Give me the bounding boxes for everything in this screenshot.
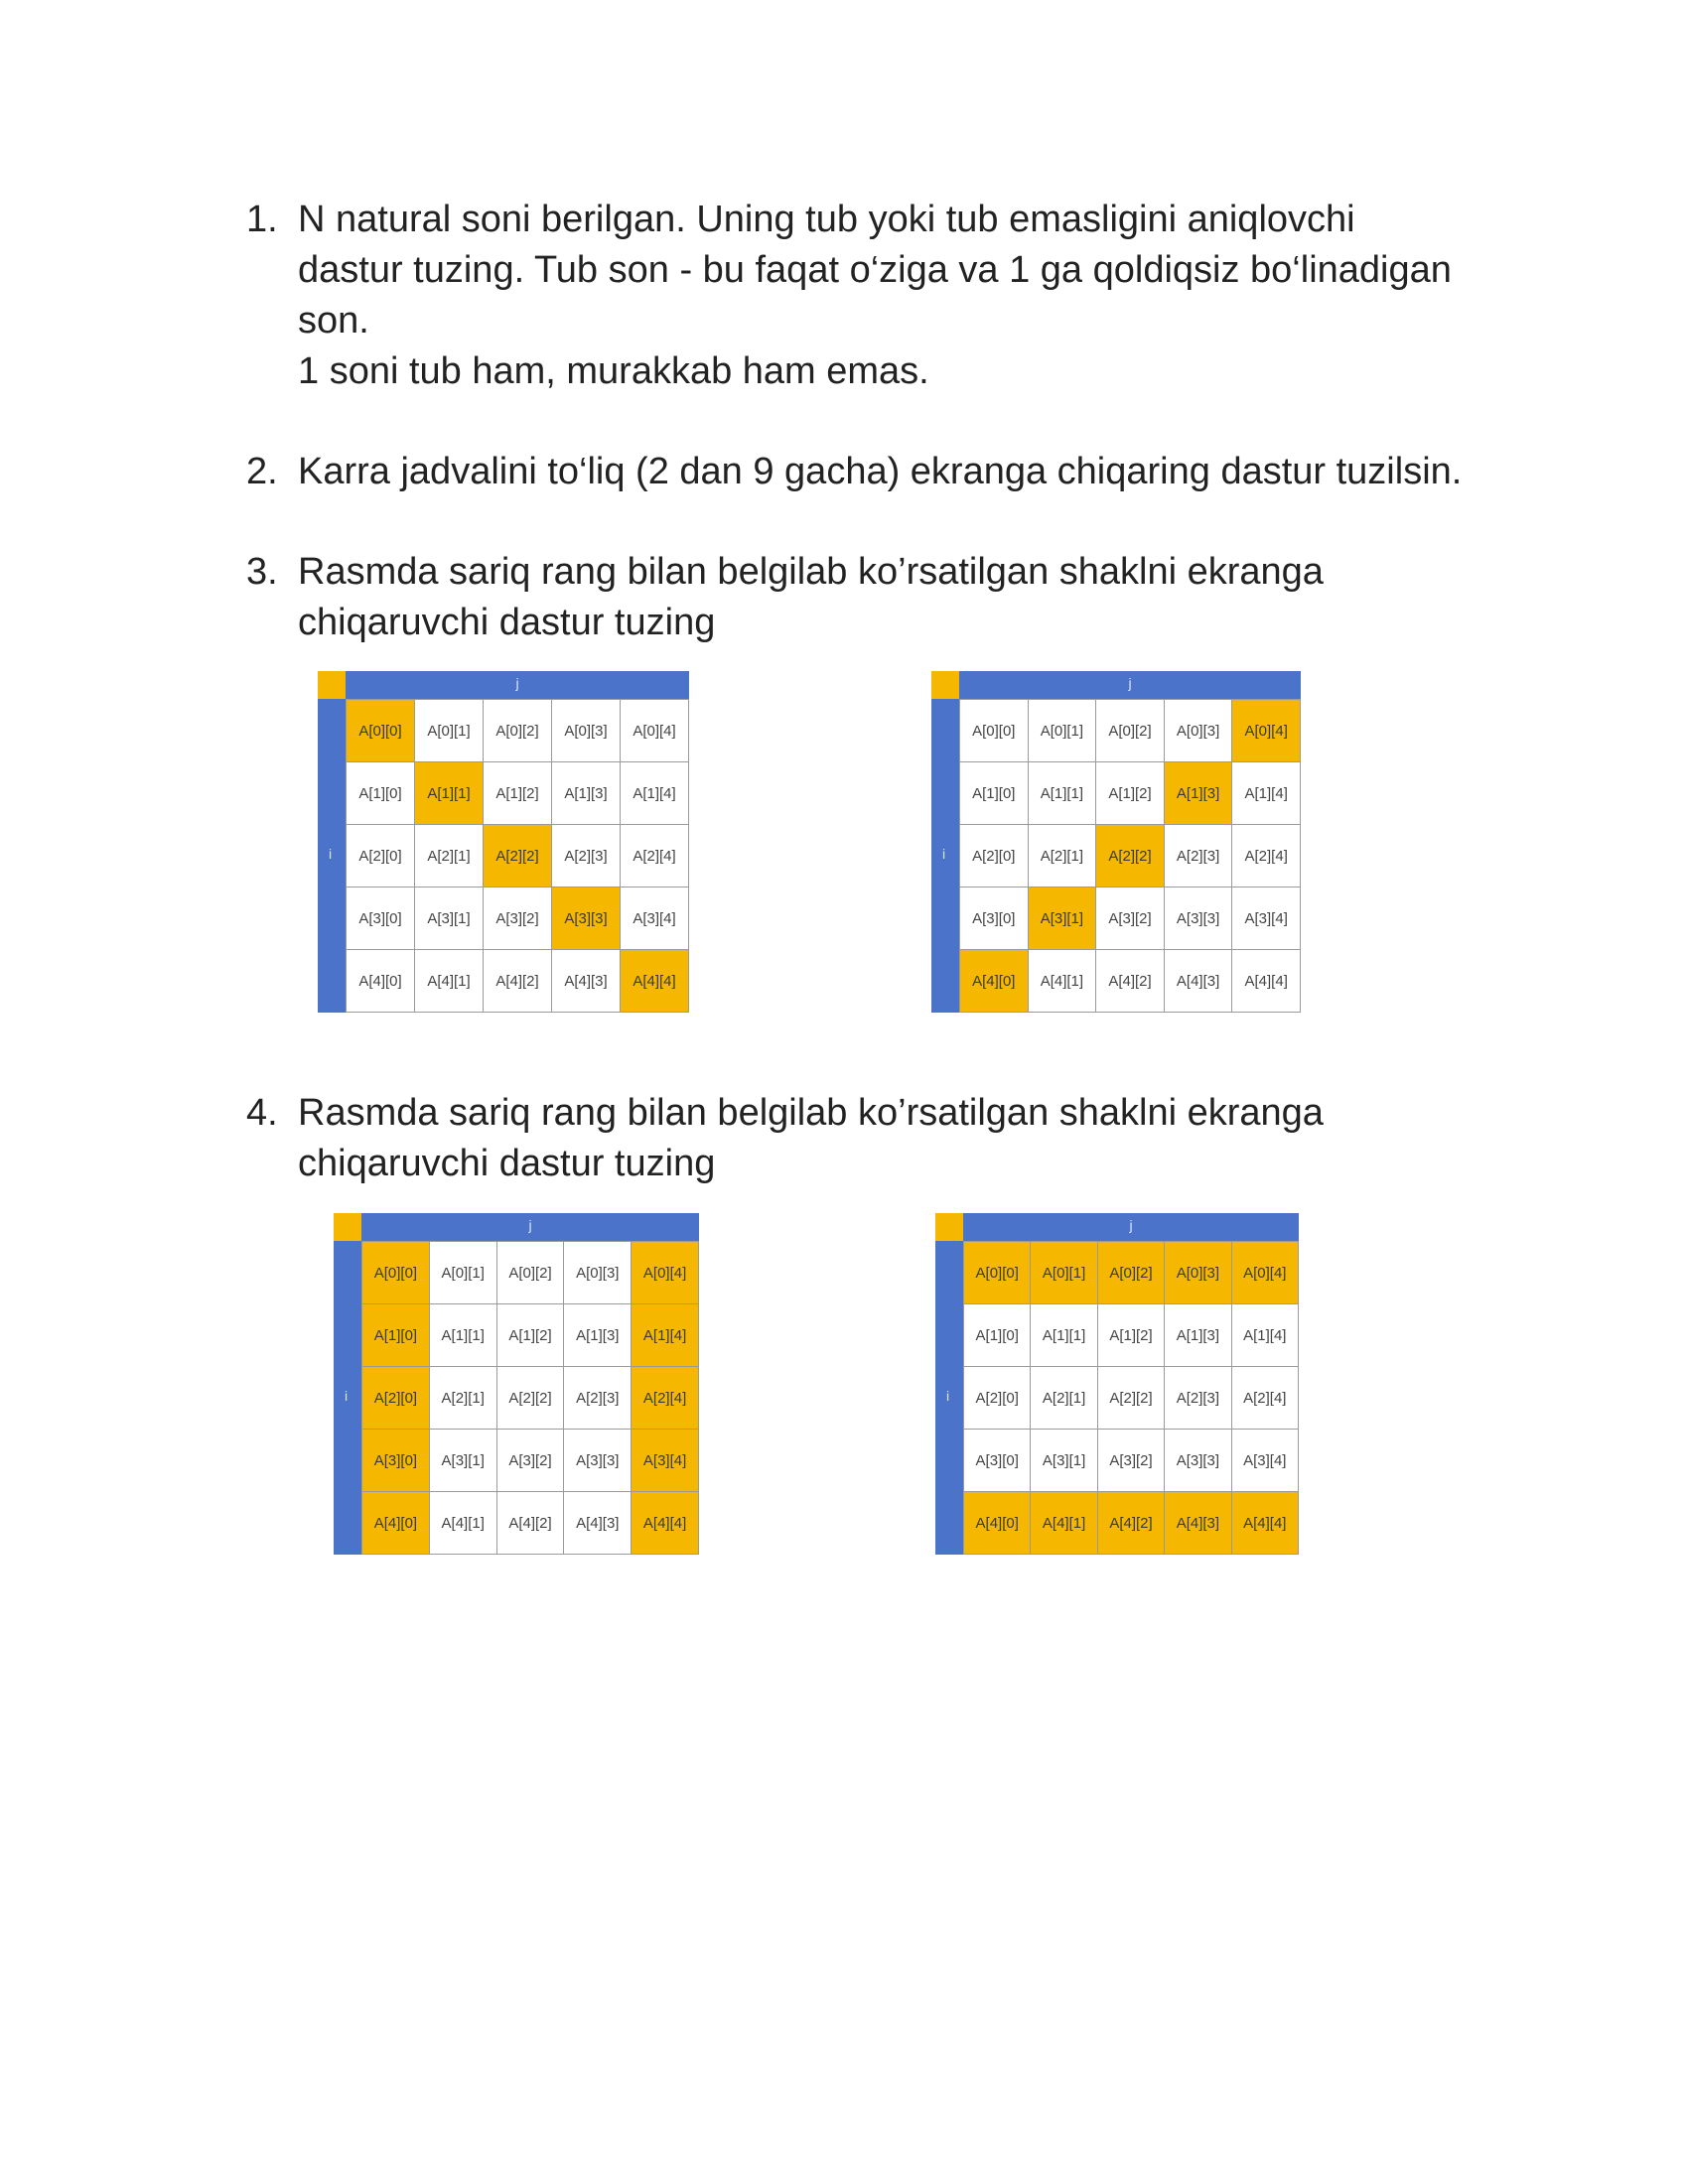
matrix-figure [318, 671, 689, 1013]
matrix-cell-highlighted: A[4][4] [621, 950, 689, 1013]
matrix-cell-highlighted: A[3][1] [1029, 887, 1097, 950]
matrix-cell-highlighted: A[2][2] [1096, 825, 1165, 887]
matrix-cell-highlighted: A[4][3] [1165, 1492, 1231, 1555]
matrix-cell-highlighted: A[4][4] [632, 1492, 699, 1555]
matrix-cell: A[2][2] [497, 1367, 565, 1430]
matrix-corner [931, 671, 959, 699]
matrix-cell: A[1][1] [1031, 1304, 1097, 1367]
matrix-cell: A[1][3] [564, 1304, 632, 1367]
matrix-cell: A[1][4] [1232, 1304, 1299, 1367]
matrix-cell: A[2][1] [1031, 1367, 1097, 1430]
matrix-cell: A[1][0] [960, 762, 1029, 825]
matrix-figure [935, 1213, 1299, 1555]
matrix-cell: A[4][1] [430, 1492, 497, 1555]
task-line: Karra jadvalini to‘liq (2 dan 9 gacha) ekranga chiqaring dastur tuzilsin. [298, 451, 1463, 492]
matrix-cell: A[0][0] [960, 700, 1029, 762]
task-text [298, 1088, 1324, 1189]
task-number: 1. [246, 199, 278, 240]
matrix-cell: A[4][3] [552, 950, 621, 1013]
matrix-cell-highlighted: A[0][4] [1232, 700, 1301, 762]
task-text [298, 547, 1324, 648]
matrix-cell-highlighted: A[3][3] [552, 887, 621, 950]
matrix-cell-highlighted: A[0][0] [964, 1242, 1031, 1304]
matrix-cell-highlighted: A[4][0] [960, 950, 1029, 1013]
matrix-cell: A[2][2] [1098, 1367, 1165, 1430]
matrix-cell: A[3][0] [347, 887, 415, 950]
matrix-corner [334, 1213, 361, 1241]
matrix-cell: A[4][2] [497, 1492, 565, 1555]
matrix-cell: A[1][1] [1029, 762, 1097, 825]
matrix-cell: A[4][0] [347, 950, 415, 1013]
matrix-cell-highlighted: A[4][0] [964, 1492, 1031, 1555]
column-index-header: j [346, 671, 689, 699]
matrix-cell: A[3][3] [1165, 1430, 1231, 1492]
row-index-header [318, 699, 346, 1013]
matrix-cell: A[1][4] [1232, 762, 1301, 825]
matrix-cell-highlighted: A[1][4] [632, 1304, 699, 1367]
matrix-cell: A[0][1] [1029, 700, 1097, 762]
matrix-cell-highlighted: A[0][0] [347, 700, 415, 762]
matrix-cell: A[3][4] [1232, 1430, 1299, 1492]
matrix-cell-highlighted: A[0][4] [1232, 1242, 1299, 1304]
matrix-cell: A[0][1] [415, 700, 484, 762]
matrix-cell: A[0][4] [621, 700, 689, 762]
matrix-cell: A[3][0] [960, 887, 1029, 950]
task-number: 2. [246, 451, 278, 492]
matrix-cell: A[2][3] [1165, 825, 1233, 887]
matrix-cell: A[0][3] [564, 1242, 632, 1304]
matrix-cell: A[0][3] [552, 700, 621, 762]
matrix-cell-highlighted: A[0][2] [1098, 1242, 1165, 1304]
matrix-figure [931, 671, 1301, 1013]
matrix-cell: A[4][3] [1165, 950, 1233, 1013]
matrix-cell: A[4][1] [415, 950, 484, 1013]
matrix-cell: A[4][4] [1232, 950, 1301, 1013]
matrix-cell-highlighted: A[4][1] [1031, 1492, 1097, 1555]
matrix-cell: A[2][3] [564, 1367, 632, 1430]
matrix-cell: A[3][3] [1165, 887, 1233, 950]
matrix-corner [935, 1213, 963, 1241]
matrix-cell-highlighted: A[0][1] [1031, 1242, 1097, 1304]
matrix-cell: A[2][1] [1029, 825, 1097, 887]
matrix-cell: A[2][0] [960, 825, 1029, 887]
matrix-cell: A[2][4] [621, 825, 689, 887]
matrix-cell: A[3][2] [1098, 1430, 1165, 1492]
matrix-cell: A[3][1] [1031, 1430, 1097, 1492]
matrix-cell-highlighted: A[1][1] [415, 762, 484, 825]
matrix-cell: A[3][0] [964, 1430, 1031, 1492]
matrix-cell: A[3][2] [497, 1430, 565, 1492]
matrix-grid [346, 699, 689, 1013]
matrix-cell: A[0][2] [1096, 700, 1165, 762]
matrix-cell: A[2][1] [415, 825, 484, 887]
matrix-cell-highlighted: A[2][2] [484, 825, 552, 887]
task-line: chiqaruvchi dastur tuzing [298, 602, 716, 643]
matrix-cell: A[3][2] [1096, 887, 1165, 950]
column-index-header: j [963, 1213, 1299, 1241]
task-line: chiqaruvchi dastur tuzing [298, 1143, 716, 1184]
matrix-cell-highlighted: A[0][4] [632, 1242, 699, 1304]
row-index-label: i [345, 1388, 349, 1404]
matrix-grid [963, 1241, 1299, 1555]
matrix-cell: A[4][1] [1029, 950, 1097, 1013]
matrix-cell: A[2][1] [430, 1367, 497, 1430]
matrix-cell-highlighted: A[4][2] [1098, 1492, 1165, 1555]
matrix-grid [959, 699, 1301, 1013]
matrix-cell-highlighted: A[4][0] [362, 1492, 430, 1555]
matrix-cell-highlighted: A[2][0] [362, 1367, 430, 1430]
matrix-corner [318, 671, 346, 699]
row-index-label: i [946, 1388, 950, 1404]
matrix-cell: A[1][4] [621, 762, 689, 825]
column-index-header: j [361, 1213, 699, 1241]
matrix-cell: A[4][2] [484, 950, 552, 1013]
matrix-cell-highlighted: A[4][4] [1232, 1492, 1299, 1555]
task-line: Rasmda sariq rang bilan belgilab ko’rsatilgan shaklni ekranga [298, 1092, 1324, 1134]
matrix-cell: A[1][1] [430, 1304, 497, 1367]
task-text [298, 447, 1462, 497]
matrix-cell: A[3][3] [564, 1430, 632, 1492]
matrix-cell-highlighted: A[0][0] [362, 1242, 430, 1304]
matrix-cell: A[2][0] [347, 825, 415, 887]
matrix-grid [361, 1241, 699, 1555]
matrix-cell: A[3][4] [621, 887, 689, 950]
row-index-header [931, 699, 959, 1013]
task-line: son. [298, 300, 369, 341]
matrix-cell: A[3][1] [430, 1430, 497, 1492]
matrix-cell: A[3][1] [415, 887, 484, 950]
row-index-header [334, 1241, 361, 1555]
matrix-cell: A[0][2] [497, 1242, 565, 1304]
matrix-cell: A[2][3] [1165, 1367, 1231, 1430]
task-text [298, 195, 1452, 397]
matrix-cell: A[4][3] [564, 1492, 632, 1555]
row-index-label: i [329, 846, 333, 862]
task-number: 3. [246, 551, 278, 593]
matrix-cell: A[1][2] [497, 1304, 565, 1367]
matrix-cell: A[0][3] [1165, 700, 1233, 762]
matrix-cell: A[1][2] [484, 762, 552, 825]
matrix-cell: A[1][2] [1096, 762, 1165, 825]
matrix-cell: A[3][2] [484, 887, 552, 950]
matrix-cell: A[2][3] [552, 825, 621, 887]
matrix-cell-highlighted: A[3][4] [632, 1430, 699, 1492]
matrix-cell-highlighted: A[3][0] [362, 1430, 430, 1492]
matrix-cell: A[1][0] [964, 1304, 1031, 1367]
matrix-cell: A[1][2] [1098, 1304, 1165, 1367]
row-index-header [935, 1241, 963, 1555]
matrix-cell: A[2][4] [1232, 1367, 1299, 1430]
matrix-cell-highlighted: A[0][3] [1165, 1242, 1231, 1304]
matrix-cell: A[1][0] [347, 762, 415, 825]
matrix-cell: A[0][1] [430, 1242, 497, 1304]
matrix-cell-highlighted: A[2][4] [632, 1367, 699, 1430]
matrix-cell-highlighted: A[1][0] [362, 1304, 430, 1367]
task-line: 1 soni tub ham, murakkab ham emas. [298, 350, 929, 392]
row-index-label: i [942, 846, 946, 862]
matrix-cell: A[4][2] [1096, 950, 1165, 1013]
task-number: 4. [246, 1092, 278, 1134]
task-line: dastur tuzing. Tub son - bu faqat o‘ziga va 1 ga qoldiqsiz bo‘linadigan [298, 249, 1452, 291]
matrix-figure [334, 1213, 699, 1555]
matrix-cell: A[2][0] [964, 1367, 1031, 1430]
matrix-cell-highlighted: A[1][3] [1165, 762, 1233, 825]
matrix-cell: A[1][3] [1165, 1304, 1231, 1367]
matrix-cell: A[3][4] [1232, 887, 1301, 950]
column-index-header: j [959, 671, 1301, 699]
task-line: N natural soni berilgan. Uning tub yoki tub emasligini aniqlovchi [298, 199, 1355, 240]
matrix-cell: A[1][3] [552, 762, 621, 825]
matrix-cell: A[0][2] [484, 700, 552, 762]
matrix-cell: A[2][4] [1232, 825, 1301, 887]
task-line: Rasmda sariq rang bilan belgilab ko’rsatilgan shaklni ekranga [298, 551, 1324, 593]
